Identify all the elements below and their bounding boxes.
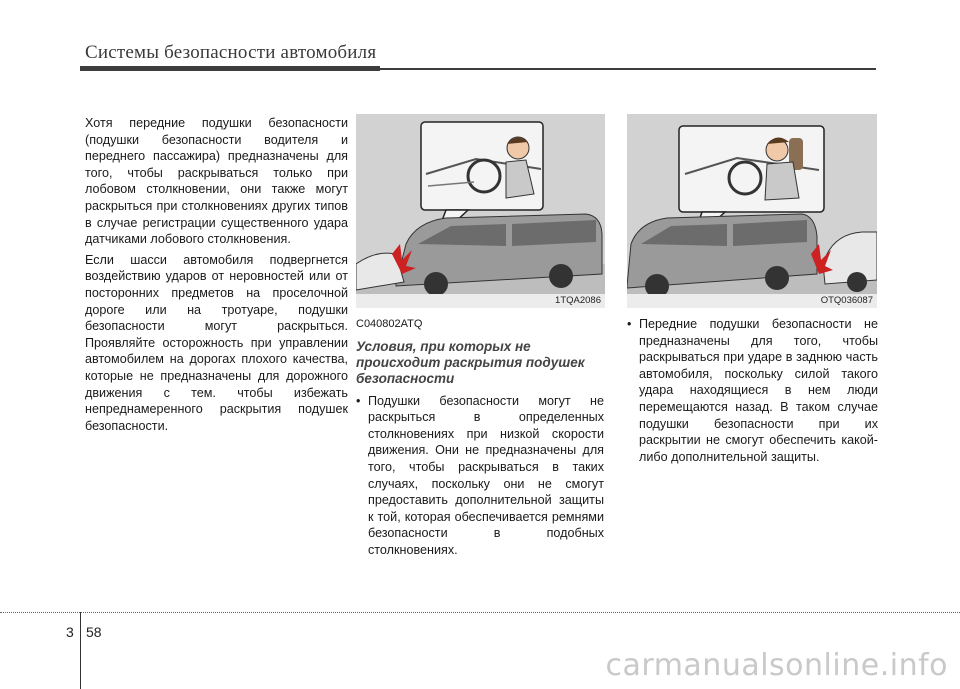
frontal-collision-drawing [356,114,605,308]
figure-code-1: 1TQA2086 [555,295,601,306]
text-column-left [85,115,348,438]
figure-code-2: OTQ036087 [820,295,873,306]
section-title: Системы безопасности автомобиля [85,42,377,63]
bullet-low-speed: • Подушки безопасности могут не раскрыться в определенных столкновениях при низкой скорости движения. Они не предназначены для того, чтобы раскрываться в таких случаях, поскольку они не смогут предоставить дополнительной защиты к той, которая обеспечивается ремнями безопасности в подобных столкновениях. [356,393,604,559]
header-rule-thin [380,68,876,70]
text-column-right [627,316,878,469]
bullet-rear-impact: • Передние подушки безопасности не предназначены для того, чтобы раскрываться при ударе в заднюю часть автомобиля, поскольку силой такого удара находящиеся в нем люди перемещаются назад. В таком случае подушки безопасности при их раскрытии не смогут обеспечить какой-либо дополнительной защиты. [627,316,878,465]
header-rule-thick [80,66,380,71]
illustration-rear-collision [627,114,877,308]
rear-collision-drawing [627,114,877,308]
watermark: carmanualsonline.info [605,648,948,683]
footer-divider [0,612,960,613]
page-number-divider [80,612,81,689]
section-number: 3 [66,624,74,640]
illustration-frontal-collision [356,114,605,308]
subsection-heading: Условия, при которых не происходит раскрытия подушек безопасности [356,338,585,386]
page-number: 58 [86,624,102,640]
paragraph-chassis-impacts: Если шасси автомобиля подвергнется воздействию ударов от неровностей или от посторонних предметов на проселочной дороге или на тротуаре, подушки безопасности могут раскрыться. Проявляйте осторожность при управлении автомобилем на дорогах плохого качества, которые не предназначены для дорожного движения с тем. чтобы избежать непреднамеренного раскрытия подушек безопасности. [85,252,348,433]
text-column-middle [356,316,604,563]
section-code: C040802ATQ [356,318,423,330]
paragraph-frontal-airbags: Хотя передние подушки безопасности (подушки безопасности водителя и переднего пассажира) предназначены для того, чтобы раскрываться только при лобовом столкновении, они также могут раскрыться при столкновениях других типов в случае регистрации существенного удара датчиками лобового столкновения. [85,116,348,247]
